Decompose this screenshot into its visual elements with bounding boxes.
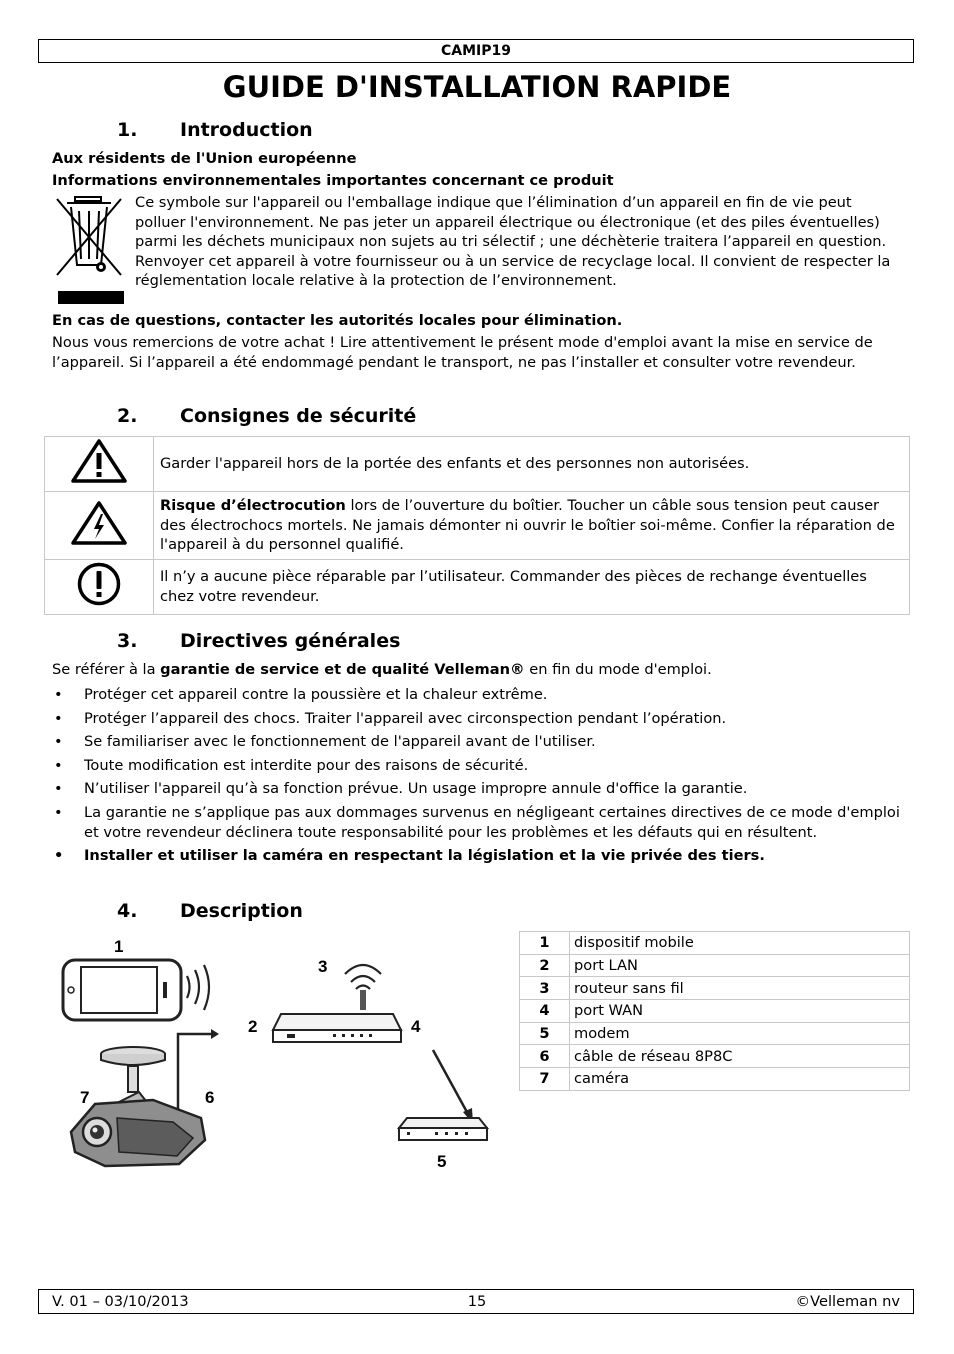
table-row: 7 caméra [520, 1068, 910, 1091]
safety-table [44, 436, 910, 615]
electric-shock-icon [70, 500, 128, 546]
list-item: • La garantie ne s’applique pas aux dommages survenus en négligeant certaines directives de ce mode d'emploi et votre revendeur déclinera toute responsabilité pour les problèmes et les défauts qui en résultent. [52, 803, 902, 842]
list-item: • Se familiariser avec le fonctionnement de l'appareil avant de l'utiliser. [52, 732, 902, 752]
diagram-label-1: 1 [114, 937, 124, 956]
disposal-note: En cas de questions, contacter les autorités locales pour élimination. [52, 312, 623, 329]
exclamation-circle-icon [76, 561, 122, 607]
list-item: • Installer et utiliser la caméra en respectant la législation et la vie privée des tiers. [52, 846, 902, 866]
safety-text-no-parts: Il n’y a aucune pièce réparable par l’utilisateur. Commander des pièces de rechange éventuelles chez votre revendeur. [154, 560, 910, 615]
safety-text-electrocution: Risque d’électrocution lors de l’ouverture du boîtier. Toucher un câble sous tension peut causer des électrochocs mortels. Ne jamais démonter ni ouvrir le boîtier soi-même. Confier la réparation de l'appareil à du personnel qualifié. [154, 492, 910, 560]
table-row: 3 routeur sans fil [520, 977, 910, 1000]
table-row: 4 port WAN [520, 1000, 910, 1023]
diagram-label-7: 7 [80, 1088, 90, 1107]
eu-residents-subheading: Aux résidents de l'Union européenne [52, 150, 357, 167]
safety-icon-cell [45, 437, 154, 492]
page-number: 15 [467, 1293, 487, 1310]
wireless-router-icon [273, 965, 401, 1042]
warning-triangle-icon [70, 438, 128, 484]
safety-icon-cell [45, 560, 154, 615]
table-row: 6 câble de réseau 8P8C [520, 1045, 910, 1068]
version-date: V. 01 – 03/10/2013 [52, 1293, 189, 1310]
safety-text-children: Garder l'appareil hors de la portée des enfants et des personnes non autorisées. [154, 437, 910, 492]
list-item: • Protéger cet appareil contre la poussière et la chaleur extrême. [52, 685, 902, 705]
thanks-paragraph: Nous vous remercions de votre achat ! Lire attentivement le présent mode d'emploi avant la mise en service de l’appareil. Si l’appareil a été endommagé pendant le transport, ne pas l’installer et consulter votre revendeur. [52, 334, 873, 371]
weee-paragraph: Ce symbole sur l'appareil ou l'emballage indique que l’élimination d’un appareil en fin de vie peut polluer l'environnement. Ne pas jeter un appareil électrique ou électronique (et des piles éventuelles) parmi les déchets municipaux non sujets au tri sélectif ; une déchèterie traitera l’appareil en question. Renvoyer cet appareil à votre fournisseur ou à un service de recyclage local. Il convient de respecter la réglementation locale relative à la protection de l’environnement. [135, 194, 891, 290]
list-item: • Toute modification est interdite pour des raisons de sécurité. [52, 756, 902, 776]
document-footer [38, 1289, 914, 1314]
modem-icon [399, 1118, 487, 1140]
table-row: 1 dispositif mobile [520, 932, 910, 955]
weee-bar-marking [58, 291, 124, 304]
copyright: ©Velleman nv [795, 1293, 900, 1310]
guidelines-list [52, 685, 902, 870]
diagram-label-6: 6 [205, 1088, 215, 1107]
list-item: • Protéger l’appareil des chocs. Traiter l'appareil avec circonspection pendant l’opération. [52, 709, 902, 729]
model-name: CAMIP19 [441, 43, 511, 59]
diagram-label-4: 4 [411, 1017, 421, 1036]
environment-subheading: Informations environnementales importantes concernant ce produit [52, 172, 614, 189]
list-item: • N’utiliser l'appareil qu’à sa fonction prévue. Un usage impropre annule d'office la garantie. [52, 779, 902, 799]
safety-row [45, 492, 910, 560]
diagram-label-5: 5 [437, 1152, 447, 1171]
wan-cable-arrow [433, 1050, 468, 1114]
safety-row [45, 437, 910, 492]
network-diagram [55, 932, 505, 1177]
mobile-device-icon [63, 960, 209, 1020]
table-row: 5 modem [520, 1022, 910, 1045]
camera-icon [71, 1047, 205, 1166]
description-legend-table [519, 931, 910, 1091]
diagram-label-2: 2 [248, 1017, 258, 1036]
table-row: 2 port LAN [520, 954, 910, 977]
safety-icon-cell [45, 492, 154, 560]
diagram-label-3: 3 [318, 957, 328, 976]
safety-row [45, 560, 910, 615]
page-title: GUIDE D'INSTALLATION RAPIDE [222, 70, 732, 104]
warranty-reference: Se référer à la garantie de service et de qualité Velleman® en fin du mode d'emploi. [52, 661, 712, 678]
document-header [38, 39, 914, 63]
